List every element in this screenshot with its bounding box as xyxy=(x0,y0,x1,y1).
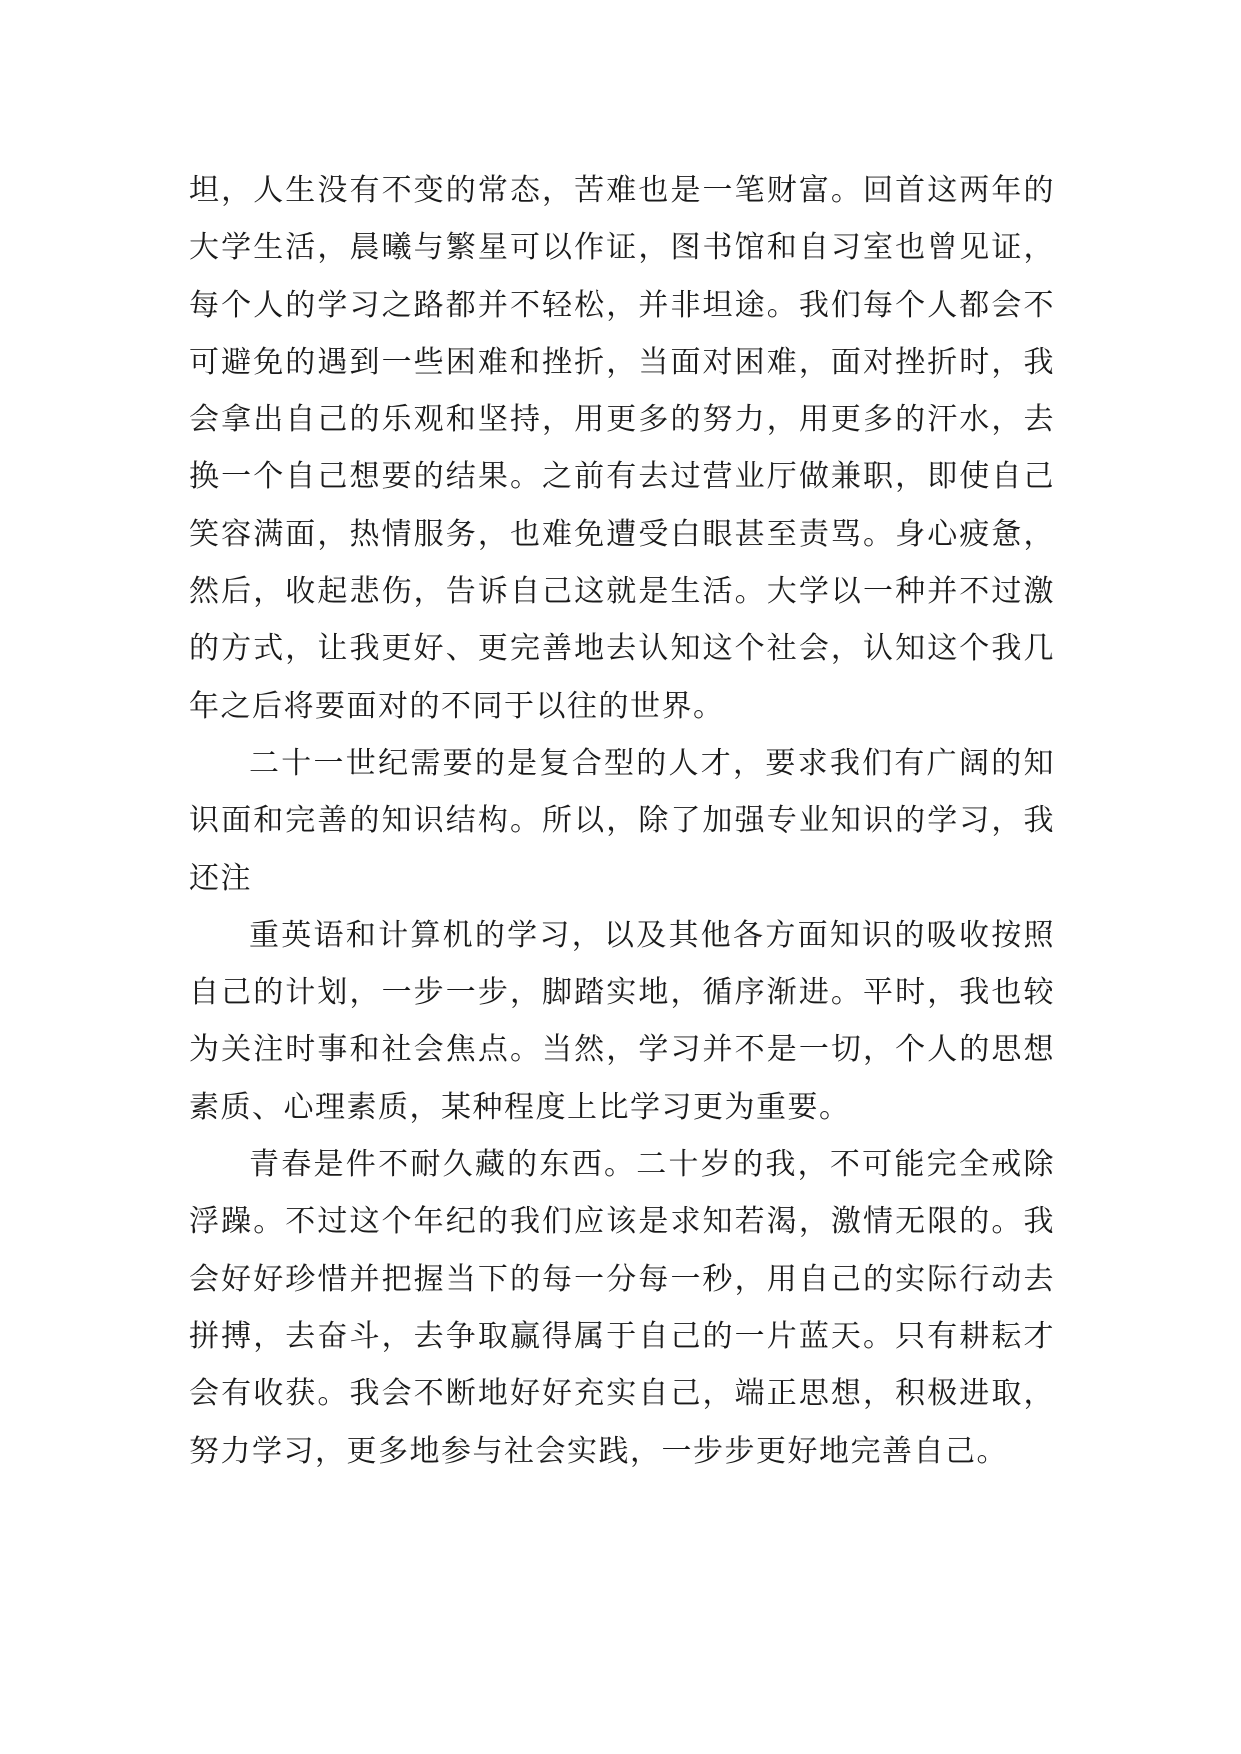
paragraph: 重英语和计算机的学习，以及其他各方面知识的吸收按照自己的计划，一步一步，脚踏实地，循序渐进。平时，我也较为关注时事和社会焦点。当然，学习并不是一切，个人的思想素质、心理素质，某种程度上比学习更为重要。 xyxy=(189,917,1055,1125)
paragraph: 青春是件不耐久藏的东西。二十岁的我，不可能完全戒除浮躁。不过这个年纪的我们应该是求知若渴，激情无限的。我会好好珍惜并把握当下的每一分每一秒，用自己的实际行动去拼搏，去奋斗，去争取赢得属于自己的一片蓝天。只有耕耘才会有收获。我会不断地好好充实自己，端正思想，积极进取，努力学习，更多地参与社会实践，一步步更好地完善自己。 xyxy=(189,1147,1055,1469)
paragraph-continuation: 坦，人生没有不变的常态，苦难也是一笔财富。回首这两年的大学生活，晨曦与繁星可以作证，图书馆和自习室也曾见证，每个人的学习之路都并不轻松，并非坦途。我们每个人都会不可避免的遇到一些困难和挫折，当面对困难，面对挫折时，我会拿出自己的乐观和坚持，用更多的努力，用更多的汗水，去换一个自己想要的结果。之前有去过营业厅做兼职，即使自己笑容满面，热情服务，也难免遭受白眼甚至责骂。身心疲惫，然后，收起悲伤，告诉自己这就是生活。大学以一种并不过激的方式，让我更好、更完善地去认知这个社会，认知这个我几年之后将要面对的不同于以往的世界。 xyxy=(189,173,1055,724)
body-text xyxy=(189,162,1055,1480)
paragraph: 二十一世纪需要的是复合型的人才，要求我们有广阔的知识面和完善的知识结构。所以，除了加强专业知识的学习，我还注 xyxy=(189,745,1055,896)
